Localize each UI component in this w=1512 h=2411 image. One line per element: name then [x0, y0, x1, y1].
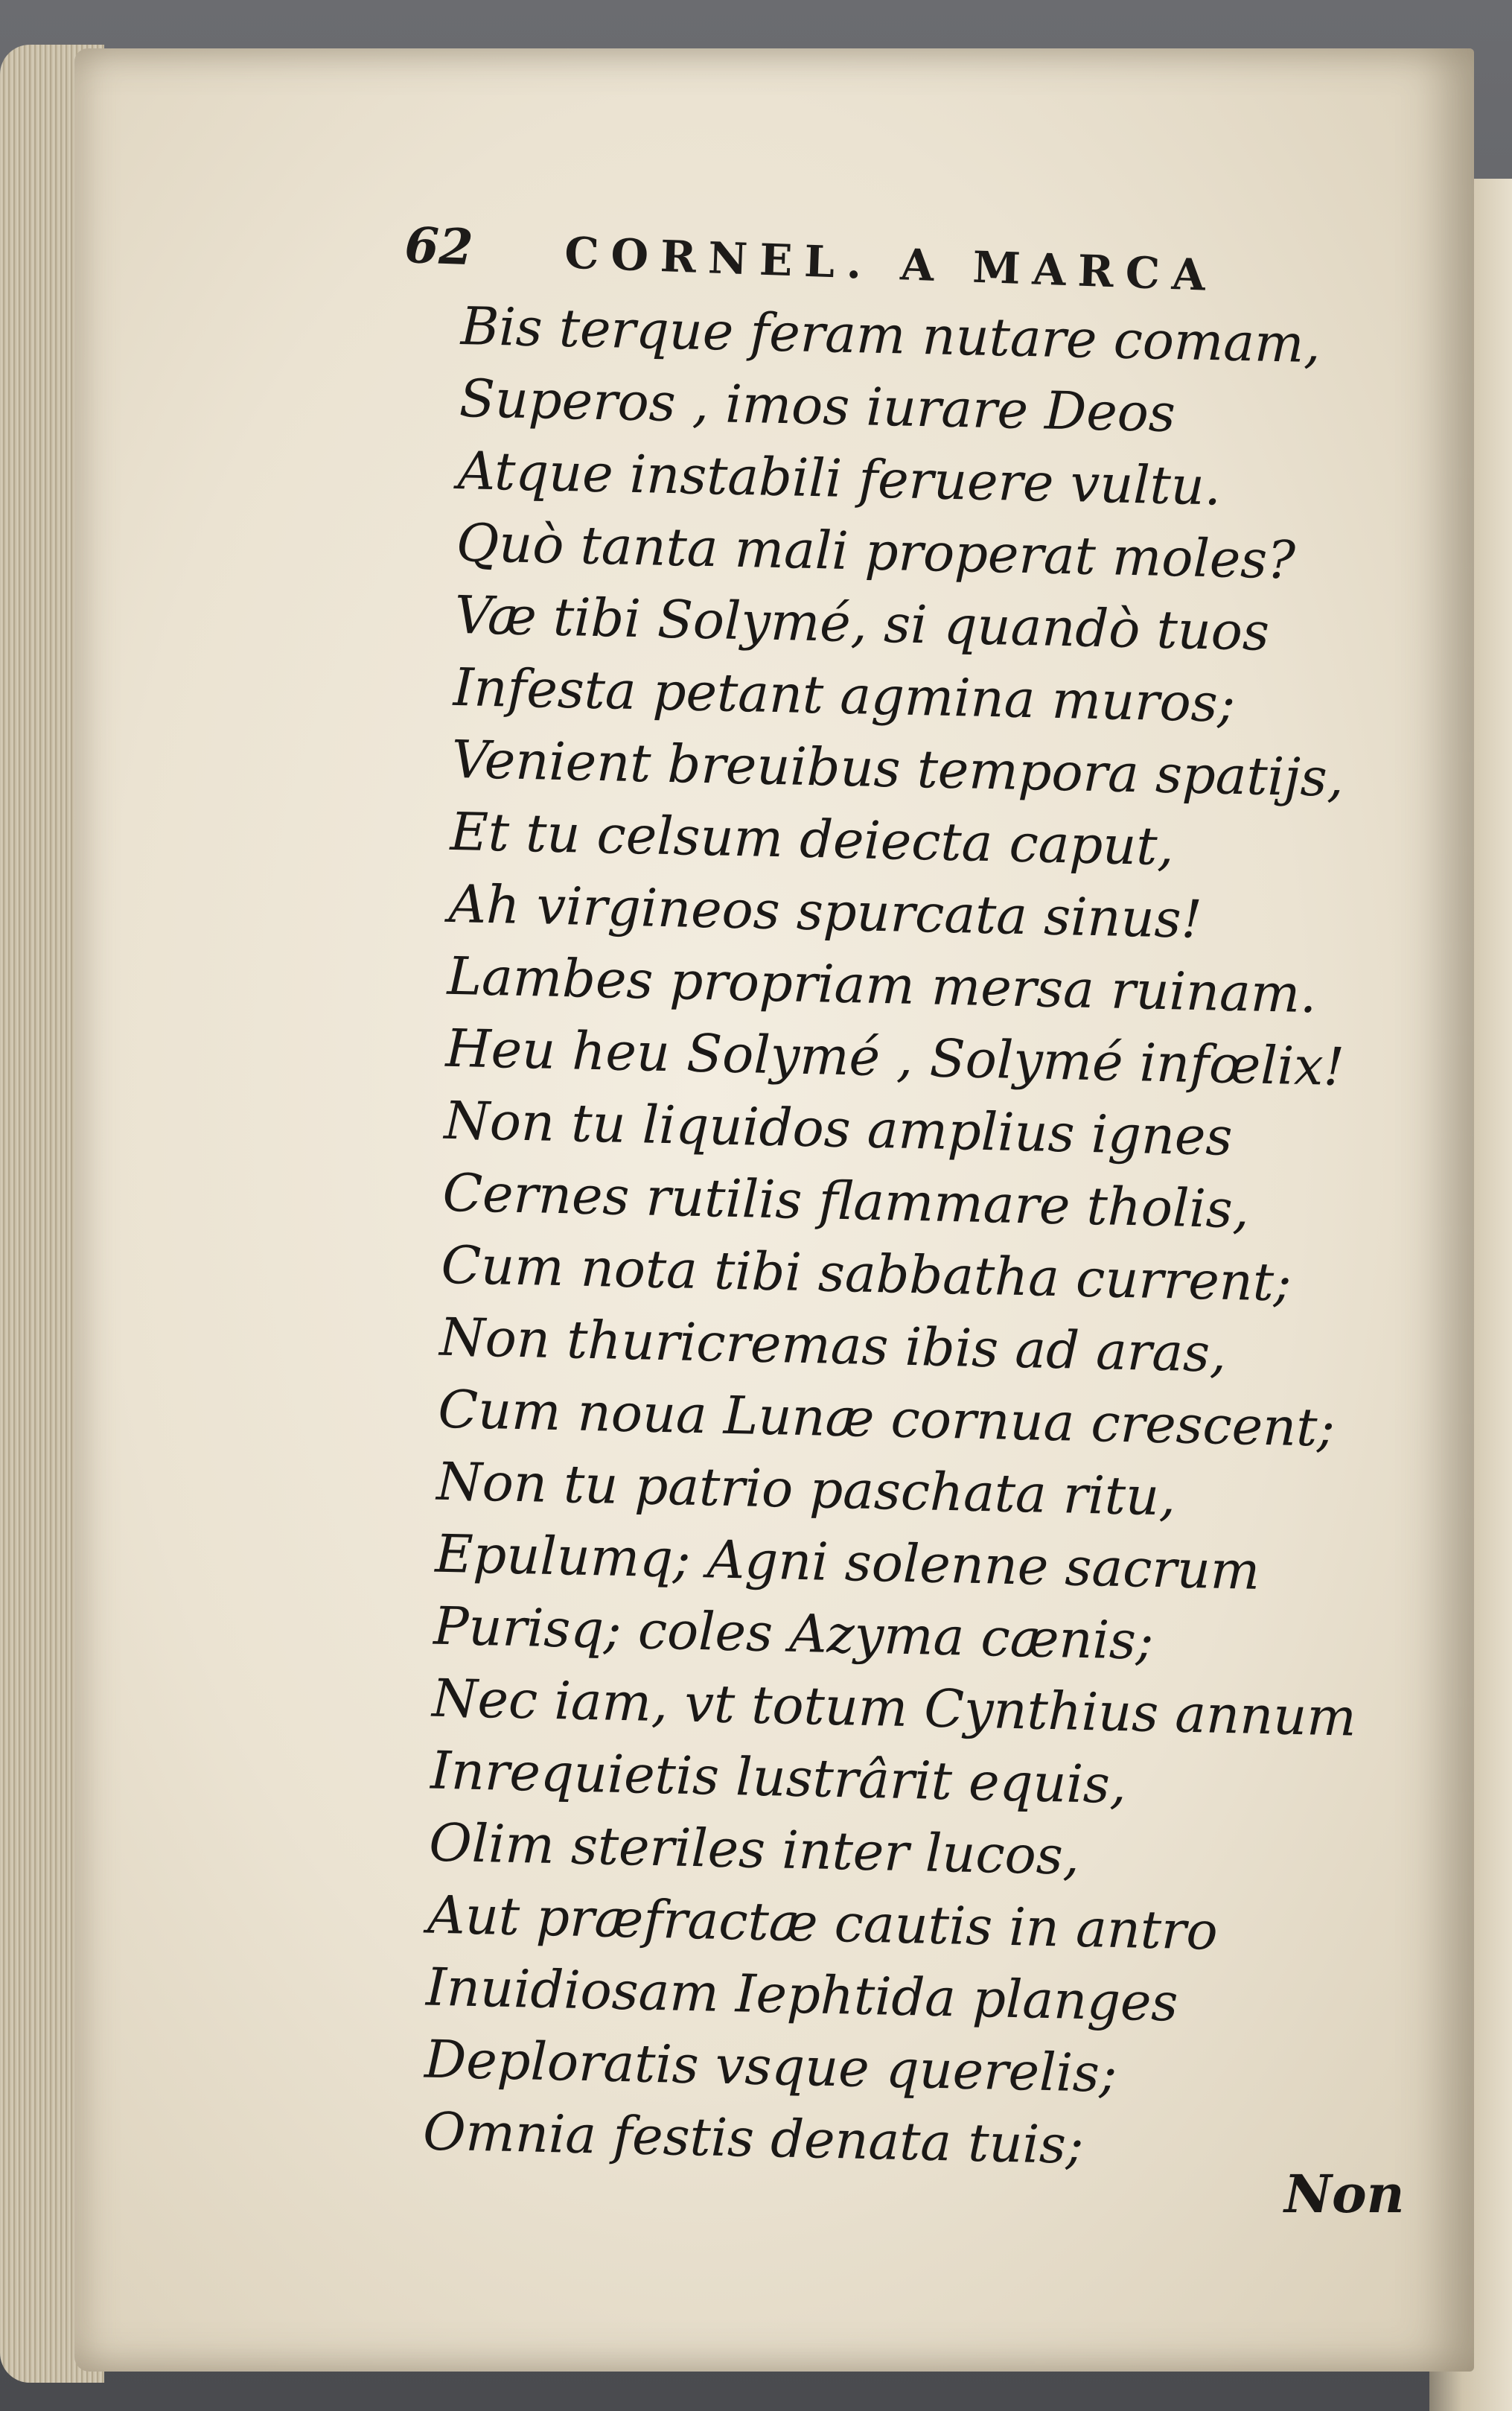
verse-line: Quò tanta mali properat moles?	[456, 512, 1296, 591]
verse-line: Inuidiosam Iephtida planges	[425, 1956, 1179, 2033]
verse-line: Et tu celsum deiecta caput,	[449, 800, 1175, 878]
verse-line: Cernes rutilis flammare tholis,	[441, 1162, 1250, 1240]
page-number: 62	[403, 216, 474, 277]
verse-line: Non tu liquidos amplius ignes	[443, 1089, 1234, 1168]
verse-line: Cum nota tibi sabbatha current;	[440, 1234, 1292, 1313]
verse-line: Deploratis vsque querelis;	[424, 2028, 1118, 2104]
verse-line: Aut præfractæ cautis in antro	[427, 1884, 1219, 1962]
catchword: Non	[1284, 2163, 1405, 2225]
running-title: CORNEL. A MARCA	[564, 227, 1219, 302]
verse-line: Væ tibi Solymé, si quandò tuos	[454, 584, 1270, 663]
verse-text	[422, 290, 1392, 2188]
verse-line: Venient breuibus tempora spatijs,	[450, 728, 1344, 809]
verse-line: Heu heu Solymé , Solymé infœlix!	[444, 1017, 1345, 1098]
verse-line: Non tu patrio paschata ritu,	[436, 1450, 1177, 1528]
verse-line: Non thuricremas ibis ad aras,	[438, 1306, 1228, 1384]
verse-line: Lambes propriam mersa ruinam.	[446, 945, 1318, 1025]
verse-line: Ah virgineos spurcata sinus!	[447, 873, 1203, 951]
verse-line: Nec iam, vt totum Cynthius annum	[431, 1667, 1357, 1748]
verse-line: Omnia festis denata tuis;	[422, 2101, 1085, 2176]
verse-line: Inrequietis lustrârit equis,	[430, 1739, 1127, 1816]
verse-line: Atque instabili feruere vultu.	[457, 439, 1222, 517]
verse-line: Superos , imos iurare Deos	[459, 367, 1176, 445]
verse-line: Epulumq; Agni solenne sacrum	[434, 1523, 1261, 1602]
verse-line: Purisq; coles Azyma cænis;	[433, 1595, 1155, 1672]
verse-line: Infesta petant agmina muros;	[452, 656, 1237, 734]
verse-line: Olim steriles inter lucos,	[428, 1812, 1080, 1887]
verse-line: Cum noua Lunæ cornua crescent;	[437, 1378, 1336, 1459]
verse-line: Bis terque feram nutare comam,	[460, 295, 1321, 375]
